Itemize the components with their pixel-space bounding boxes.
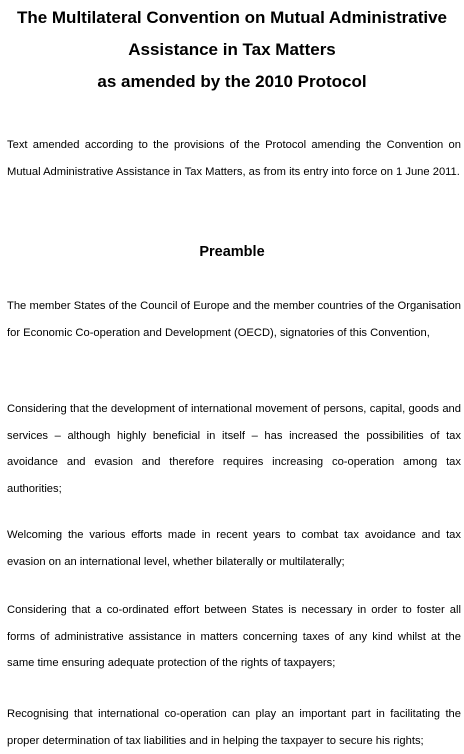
preamble-paragraph-5: Recognising that international co-operation can play an important part in facilitating the proper determination of tax liabilities and in helping the taxpayer to secure his rights; [7, 708, 461, 747]
preamble-paragraph-2: Considering that the development of international movement of persons, capital, goods and services – although highly beneficial in itself – has increased the possibilities of tax avoidance and evasion and therefore requires increasing co-operation among tax authorities; [7, 403, 461, 495]
title-line-1: The Multilateral Convention on Mutual Administrative [16, 8, 448, 27]
preamble-heading: Preamble [199, 244, 265, 260]
intro-paragraph: Text amended according to the provisions of the Protocol amending the Convention on Mutual Administrative Assistance in Tax Matters, as from its entry into force on 1 June 2011. [7, 139, 461, 178]
document-title [0, 2, 464, 98]
title-line-2: Assistance in Tax Matters [128, 40, 336, 59]
title-line-3: as amended by the 2010 Protocol [97, 72, 367, 91]
preamble-paragraph-1: The member States of the Council of Europe and the member countries of the Organisation for Economic Co-operation and Development (OECD), signatories of this Convention, [7, 300, 461, 339]
preamble-paragraph-4: Considering that a co-ordinated effort between States is necessary in order to foster all forms of administrative assistance in matters concerning taxes of any kind whilst at the same time ensuring adequate protection of the rights of taxpayers; [7, 604, 461, 669]
preamble-paragraph-3: Welcoming the various efforts made in recent years to combat tax avoidance and tax evasion on an international level, whether bilaterally or multilaterally; [7, 529, 461, 568]
